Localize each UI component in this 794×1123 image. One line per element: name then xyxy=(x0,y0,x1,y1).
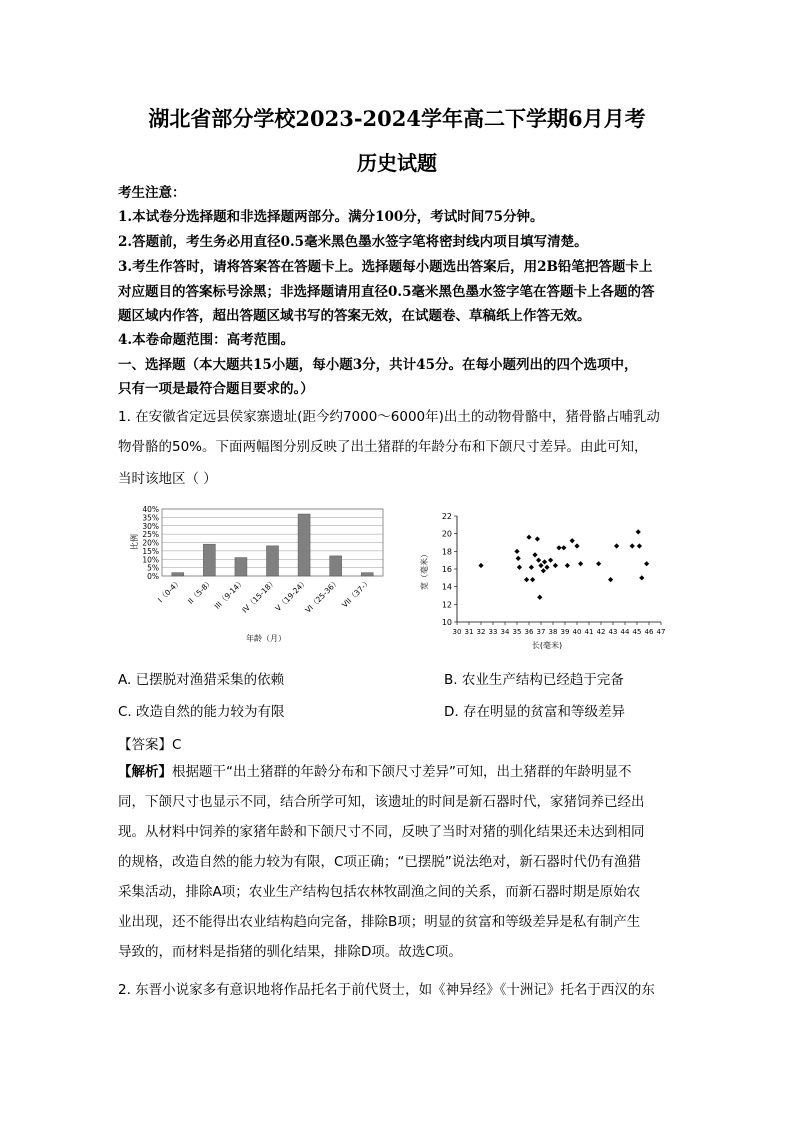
bar-y-axis-label: 比例 xyxy=(130,534,139,550)
bar-x-tick-label: III（9-14） xyxy=(212,577,247,611)
scatter-point xyxy=(596,561,601,566)
scatter-x-tick-label: 36 xyxy=(524,628,534,636)
analysis-line: 根据题干“出土猪群的年龄分布和下颌尺寸差异”可知，出土猪群的年龄明显不 xyxy=(172,764,632,780)
scatter-y-tick-label: 20 xyxy=(441,529,452,539)
scatter-point xyxy=(639,575,644,580)
bar-y-tick-label: 35% xyxy=(142,513,159,523)
scatter-x-tick-label: 39 xyxy=(560,628,570,636)
notice-item: 2.答题前，考生务必用直径0.5毫米黑色墨水签字笔将密封线内项目填写清楚。 xyxy=(118,234,588,250)
scatter-point xyxy=(561,545,566,550)
analysis-line: 现。从材料中饲养的家猪年龄和下颌尺寸不同，反映了当时对猪的驯化结果还未达到相同 xyxy=(118,824,645,840)
scatter-x-tick-label: 44 xyxy=(620,628,630,636)
bar-x-tick-label: VII（37-） xyxy=(340,577,373,610)
question-1-line: 当时该地区（ ） xyxy=(118,471,217,487)
exam-title: 湖北省部分学校2023-2024学年高二下学期6月月考 xyxy=(148,106,646,131)
scatter-x-tick-label: 31 xyxy=(464,628,474,636)
bar xyxy=(361,573,373,576)
bar-y-tick-label: 40% xyxy=(142,505,159,514)
bar-y-tick-label: 10% xyxy=(142,555,159,565)
scatter-point xyxy=(630,543,635,548)
scatter-point xyxy=(514,549,519,554)
notice-item: 4.本卷命题范围：高考范围。 xyxy=(118,332,295,348)
scatter-x-tick-label: 42 xyxy=(596,628,606,636)
question-1-line: 1. 在安徽省定远县侯家寨遗址(距今约7000～6000年)出土的动物骨骼中，猪骨骼占哺乳动 xyxy=(118,409,660,425)
scatter-x-tick-label: 35 xyxy=(512,628,522,636)
notice-item: 对应题目的答案标号涂黑；非选择题请用直径0.5毫米黑色墨水签字笔在答题卡上各题的答 xyxy=(118,284,655,300)
bar-x-tick-label: V（19-24） xyxy=(273,577,310,614)
option-c: C. 改造自然的能力较为有限 xyxy=(118,704,285,720)
bar-x-axis-label: 年龄（月） xyxy=(246,634,286,643)
scatter-point xyxy=(537,595,542,600)
scatter-point xyxy=(532,552,537,557)
scatter-point xyxy=(526,535,531,540)
scatter-point xyxy=(541,568,546,573)
bar-y-tick-label: 15% xyxy=(142,546,159,556)
notice-item: 1.本试卷分选择题和非选择题两部分。满分100分，考试时间75分钟。 xyxy=(118,209,544,225)
bar-x-tick-label: IV（15-18） xyxy=(240,577,278,615)
bar xyxy=(203,544,215,576)
scatter-point xyxy=(517,565,522,570)
scatter-y-tick-label: 18 xyxy=(441,547,452,557)
scatter-x-tick-label: 43 xyxy=(608,628,618,636)
bar-y-tick-label: 30% xyxy=(142,521,159,531)
notice-heading: 考生注意： xyxy=(118,185,186,201)
age-distribution-chart xyxy=(118,500,393,650)
analysis-line: 的规格，改造自然的能力较为有限，C项正确；“已摆脱”说法绝对，新石器时代仍有渔猎 xyxy=(118,854,641,870)
jaw-size-scatter-chart xyxy=(415,505,670,655)
scatter-x-tick-label: 41 xyxy=(584,628,594,636)
bar xyxy=(330,556,342,576)
scatter-point xyxy=(565,563,570,568)
analysis-label: 【解析】 xyxy=(118,764,172,780)
scatter-point xyxy=(636,529,641,534)
bar xyxy=(172,573,184,576)
scatter-point xyxy=(570,538,575,543)
question-1-line: 物骨骼的50%。下面两幅图分别反映了出土猪群的年龄分布和下颌尺寸差异。由此可知， xyxy=(118,439,648,455)
scatter-point xyxy=(548,558,553,563)
scatter-y-tick-label: 12 xyxy=(441,600,452,610)
analysis-line: 同，下颌尺寸也显示不同，结合所学可知，该遗址的时间是新石器时代，家猪饲养已经出 xyxy=(118,794,645,810)
scatter-y-tick-label: 22 xyxy=(441,512,452,521)
scatter-point xyxy=(556,545,561,550)
scatter-x-tick-label: 38 xyxy=(548,628,558,636)
section-heading: 一、选择题（本大题共15小题，每小题3分，共计45分。在每小题列出的四个选项中， xyxy=(118,357,638,373)
scatter-point xyxy=(544,565,549,570)
bar-y-tick-label: 25% xyxy=(142,530,159,540)
scatter-x-axis-label: 长(毫米) xyxy=(531,641,563,650)
scatter-point xyxy=(608,577,613,582)
scatter-point xyxy=(578,561,583,566)
analysis xyxy=(118,757,683,967)
scatter-point xyxy=(538,563,543,568)
option-b: B. 农业生产结构已经趋于完备 xyxy=(444,672,624,688)
bar-y-tick-label: 0% xyxy=(147,572,159,581)
scatter-y-tick-label: 14 xyxy=(441,582,452,592)
bar xyxy=(298,514,310,576)
scatter-point xyxy=(644,561,649,566)
notice-item: 3.考生作答时，请将答案答在答题卡上。选择题每小题选出答案后，用2B铅笔把答题卡上 xyxy=(118,259,653,275)
bar xyxy=(267,546,279,576)
option-d: D. 存在明显的贫富和等级差异 xyxy=(444,704,625,720)
scatter-point xyxy=(530,577,535,582)
section-heading: 只有一项是最符合题目要求的。） xyxy=(118,381,314,397)
answer: 【答案】C xyxy=(118,737,182,753)
scatter-y-tick-label: 10 xyxy=(441,618,452,627)
scatter-point xyxy=(542,559,547,564)
scatter-x-tick-label: 32 xyxy=(476,628,486,636)
scatter-point xyxy=(478,563,483,568)
analysis-line: 采集活动，排除A项；农业生产结构包括农林牧副渔之间的关系，而新石器时期是原始农 xyxy=(118,884,641,900)
scatter-x-tick-label: 34 xyxy=(500,628,510,636)
scatter-x-tick-label: 30 xyxy=(452,628,462,636)
question-2-line: 2. 东晋小说家多有意识地将作品托名于前代贤士，如《神异经》《十洲记》托名于西汉的东 xyxy=(118,982,655,998)
scatter-x-tick-label: 46 xyxy=(644,628,654,636)
subject-title: 历史试题 xyxy=(357,151,437,175)
bar-x-tick-label: II（5-8） xyxy=(186,577,215,606)
scatter-y-axis-label: 宽（毫米） xyxy=(420,550,429,590)
bar-y-tick-label: 20% xyxy=(142,538,159,548)
scatter-point xyxy=(535,536,540,541)
scatter-x-tick-label: 37 xyxy=(536,628,546,636)
bar-x-tick-label: I（0-4） xyxy=(155,577,184,605)
scatter-point xyxy=(553,563,558,568)
bar-x-tick-label: VI（25-36） xyxy=(303,577,342,615)
scatter-point xyxy=(637,543,642,548)
scatter-x-tick-label: 47 xyxy=(656,628,666,636)
analysis-line: 导致的，而材料是指猪的驯化结果，排除D项。故选C项。 xyxy=(118,944,462,960)
scatter-x-tick-label: 33 xyxy=(488,628,498,636)
scatter-point xyxy=(574,543,579,548)
scatter-y-tick-label: 16 xyxy=(441,565,452,574)
scatter-point xyxy=(524,577,529,582)
analysis-line: 业出现，还不能得出农业结构趋向完备，排除B项；明显的贫富和等级差异是私有制产生 xyxy=(118,914,641,930)
option-a: A. 已摆脱对渔猎采集的依赖 xyxy=(118,672,285,688)
bar xyxy=(235,558,247,576)
notice-item: 题区域内作答，超出答题区域书写的答案无效，在试题卷、草稿纸上作答无效。 xyxy=(118,308,591,324)
scatter-point xyxy=(614,543,619,548)
bar-y-tick-label: 5% xyxy=(147,563,159,573)
scatter-x-tick-label: 40 xyxy=(572,628,582,636)
scatter-point xyxy=(536,558,541,563)
scatter-x-tick-label: 45 xyxy=(632,628,642,636)
scatter-point xyxy=(529,565,534,570)
scatter-point xyxy=(516,556,521,561)
